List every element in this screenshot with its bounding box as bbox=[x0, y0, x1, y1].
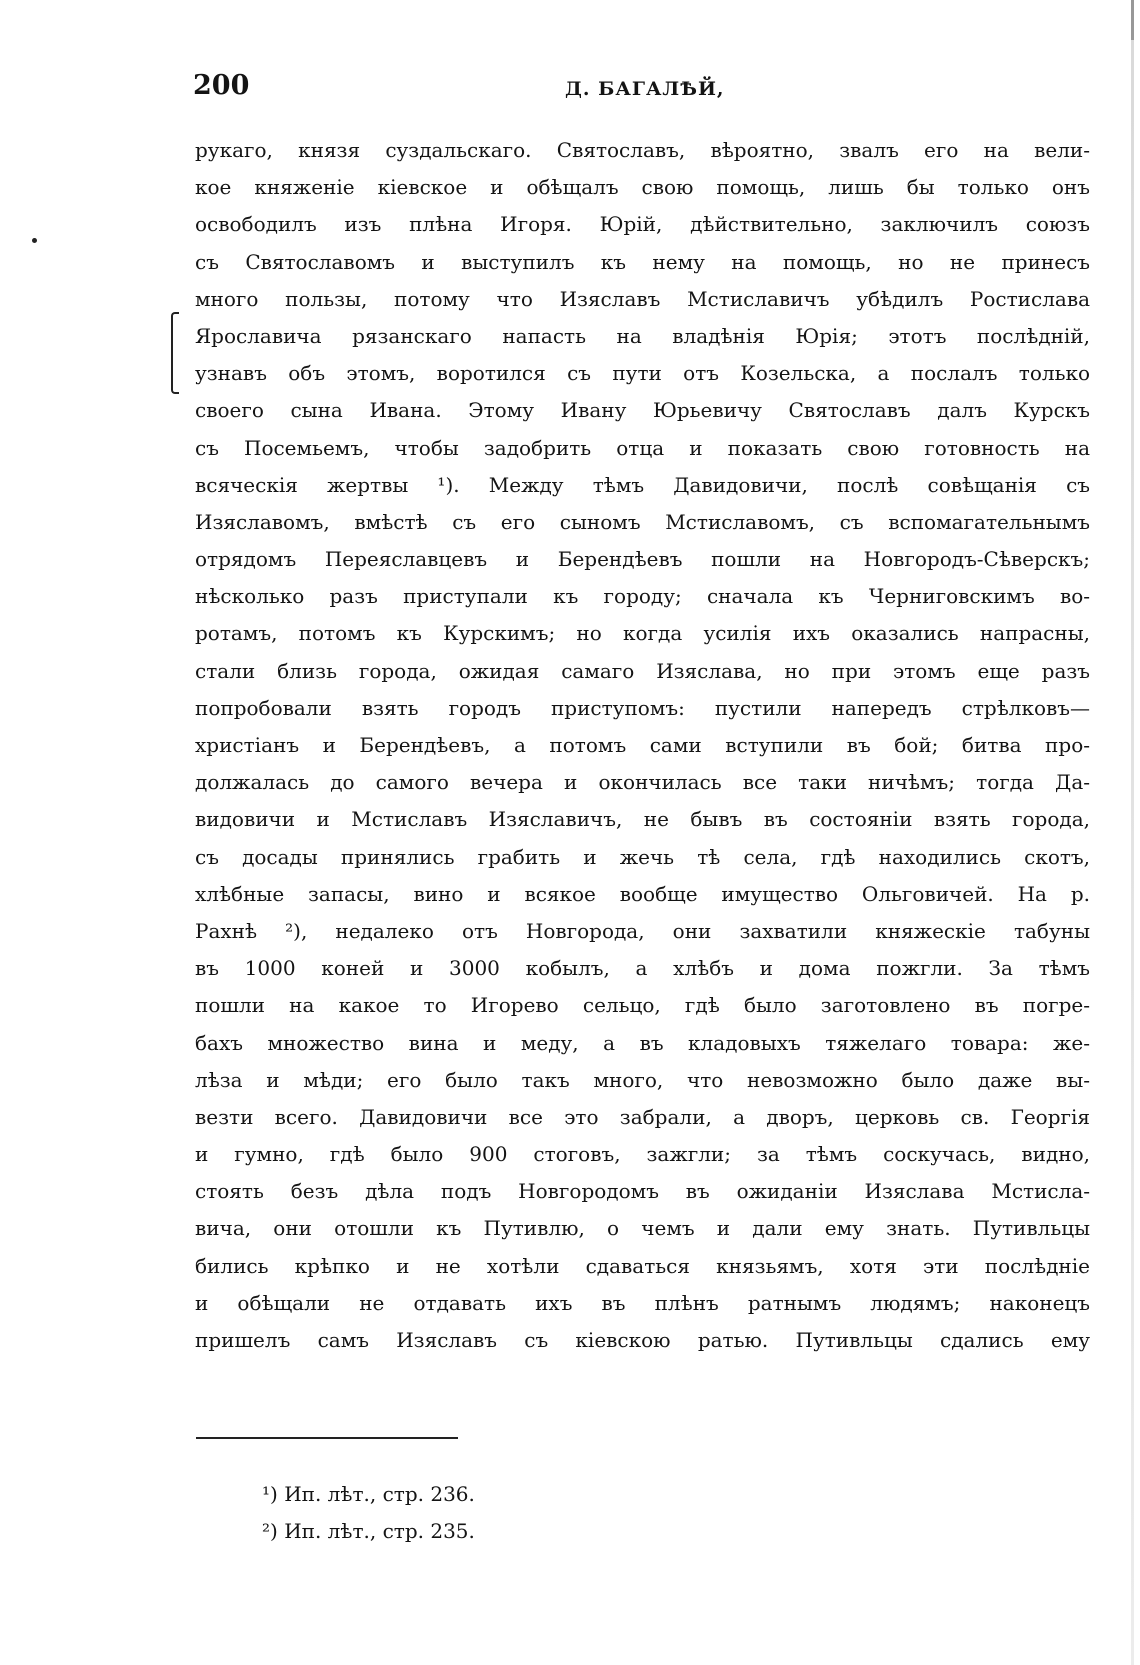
text-line: бахъ множество вина и меду, а въ кладовыхъ тяжелаго товара: же- bbox=[195, 1030, 1090, 1055]
text-line: узнавъ объ этомъ, воротился съ пути отъ Козельска, а послалъ только bbox=[195, 361, 1090, 386]
text-line: всяческія жертвы ¹). Между тѣмъ Давидовичи, послѣ совѣщанія съ bbox=[195, 472, 1090, 497]
footnote-1 bbox=[262, 1476, 762, 1513]
footnote-rule bbox=[196, 1437, 458, 1439]
text-line: Рахнѣ ²), недалеко отъ Новгорода, они захватили княжескіе табуны bbox=[195, 918, 1090, 943]
text-line: везти всего. Давидовичи все это забрали, а дворъ, церковь св. Георгія bbox=[195, 1104, 1090, 1129]
page-header bbox=[193, 70, 1090, 110]
text-line: Ярославича рязанскаго напасть на владѣнія Юрія; этотъ послѣдній, bbox=[195, 323, 1090, 348]
text-line: стоять безъ дѣла подъ Новгородомъ въ ожиданіи Изяслава Мстисла- bbox=[195, 1179, 1090, 1204]
text-line: и гумно, гдѣ было 900 стоговъ, зажгли; за тѣмъ соскучась, видно, bbox=[195, 1142, 1090, 1167]
text-line: освободилъ изъ плѣна Игоря. Юрій, дѣйствительно, заключилъ союзъ bbox=[195, 212, 1090, 237]
text-line: рукаго, князя суздальскаго. Святославъ, вѣроятно, звалъ его на вели- bbox=[195, 138, 1090, 162]
text-line: кое княженіе кіевское и обѣщалъ свою помощь, лишь бы только онъ bbox=[195, 175, 1090, 200]
text-line: отрядомъ Переяславцевъ и Берендѣевъ пошли на Новгородъ-Сѣверскъ; bbox=[195, 547, 1090, 572]
text-line: христіанъ и Берендѣевъ, а потомъ сами вступили въ бой; битва про- bbox=[195, 733, 1090, 757]
text-line: видовичи и Мстиславъ Изяславичъ, не бывъ въ состояніи взять города, bbox=[195, 807, 1090, 832]
text-line: своего сына Ивана. Этому Ивану Юрьевичу Святославъ далъ Курскъ bbox=[195, 398, 1090, 423]
text-line: хлѣбные запасы, вино и всякое вообще имущество Ольговичей. На р. bbox=[195, 881, 1090, 906]
text-line: лѣза и мѣди; его было такъ много, что невозможно было даже вы- bbox=[195, 1067, 1090, 1092]
text-line: должалась до самого вечера и окончилась все таки ничѣмъ; тогда Да- bbox=[195, 770, 1090, 795]
text-line: съ досады принялись грабить и жечь тѣ села, гдѣ находились скотъ, bbox=[195, 844, 1090, 869]
text-line: и обѣщали не отдавать ихъ въ плѣнъ ратнымъ людямъ; наконецъ bbox=[195, 1290, 1090, 1315]
text-line: пришелъ самъ Изяславъ съ кіевскою ратью. Путивльцы сдались ему bbox=[195, 1328, 1090, 1352]
scan-edge-shadow bbox=[1131, 0, 1134, 1665]
text-line: бились крѣпко и не хотѣли сдаваться князьямъ, хотя эти послѣдніе bbox=[195, 1253, 1090, 1278]
text-line: попробовали взять городъ приступомъ: пустили напередъ стрѣлковъ— bbox=[195, 695, 1090, 720]
stray-ink-dot bbox=[32, 238, 37, 243]
footnote-2 bbox=[262, 1513, 762, 1550]
margin-pencil-bracket bbox=[171, 312, 179, 394]
text-line: съ Святославомъ и выступилъ къ нему на помощь, но не принесъ bbox=[195, 249, 1090, 274]
text-line: много пользы, потому что Изяславъ Мстиславичъ убѣдилъ Ростислава bbox=[195, 286, 1090, 311]
running-head: Д. БАГАЛѢЙ, bbox=[565, 78, 725, 100]
text-line: стали близь города, ожидая самаго Изяслава, но при этомъ еще разъ bbox=[195, 658, 1090, 683]
text-line: въ 1000 коней и 3000 кобылъ, а хлѣбъ и дома пожгли. За тѣмъ bbox=[195, 956, 1090, 981]
body-text bbox=[195, 132, 1090, 1359]
footnote-marker: ¹) bbox=[262, 1482, 278, 1506]
text-line: вича, они отошли къ Путивлю, о чемъ и дали ему знать. Путивльцы bbox=[195, 1216, 1090, 1241]
text-line: ротамъ, потомъ къ Курскимъ; но когда усилія ихъ оказались напрасны, bbox=[195, 621, 1090, 646]
footnote-text: Ип. лѣт., стр. 236. bbox=[284, 1482, 475, 1506]
footnote-text: Ип. лѣт., стр. 235. bbox=[284, 1519, 475, 1543]
text-line: Изяславомъ, вмѣстѣ съ его сыномъ Мстиславомъ, съ вспомагательнымъ bbox=[195, 509, 1090, 534]
text-line: нѣсколько разъ приступали къ городу; сначала къ Черниговскимъ во- bbox=[195, 584, 1090, 609]
page-number: 200 bbox=[193, 70, 250, 101]
footnotes bbox=[262, 1476, 762, 1550]
text-line: съ Посемьемъ, чтобы задобрить отца и показать свою готовность на bbox=[195, 435, 1090, 460]
text-line: пошли на какое то Игорево сельцо, гдѣ было заготовлено въ погре- bbox=[195, 993, 1090, 1018]
footnote-marker: ²) bbox=[262, 1519, 278, 1543]
